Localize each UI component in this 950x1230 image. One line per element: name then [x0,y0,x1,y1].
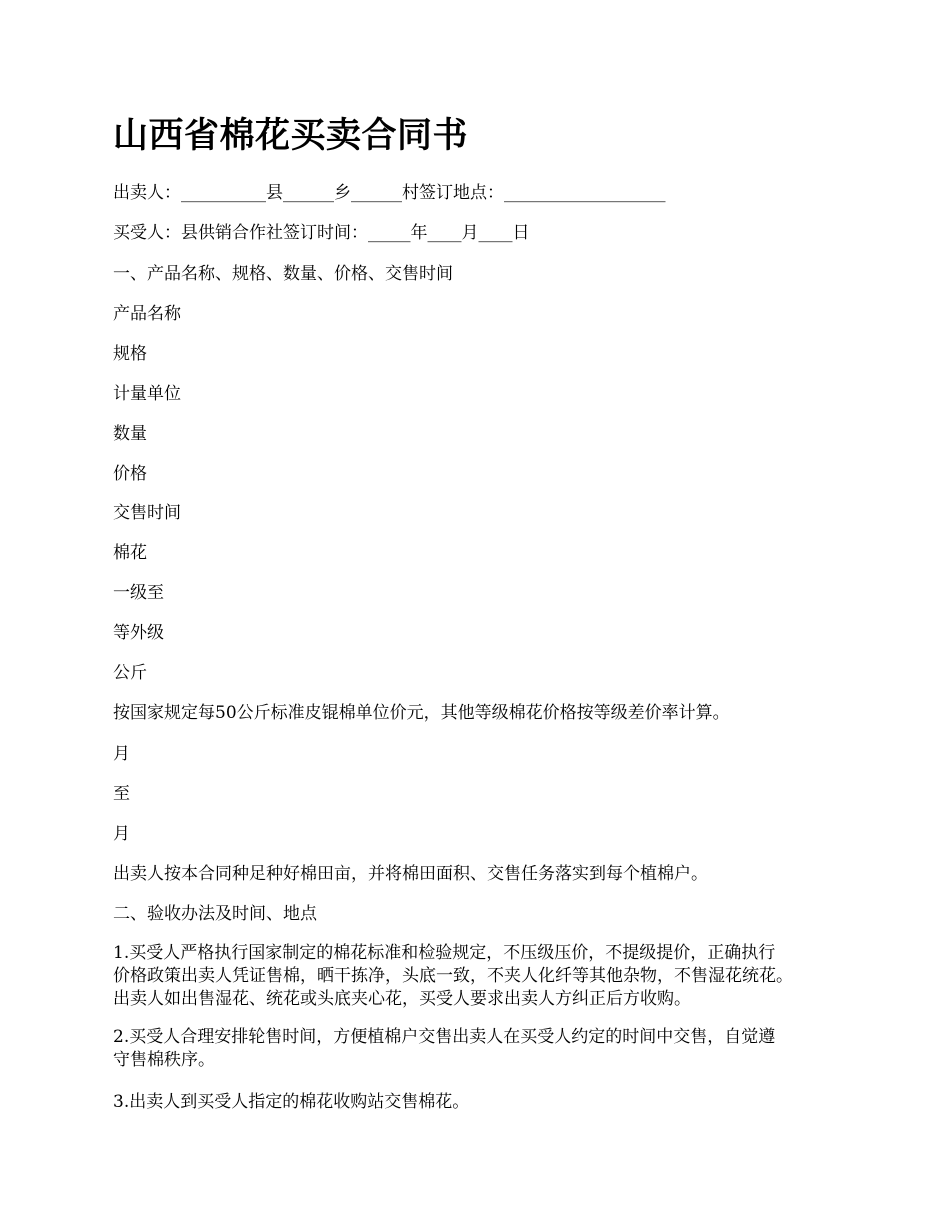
item-quantity: 数量 [113,424,147,444]
item-cotton: 棉花 [113,543,147,563]
item-month-start: 月 [113,744,130,764]
clause-1-line-1: 1.买受人严格执行国家制定的棉花标准和检验规定，不压级压价，不提级提价，正确执行 [113,943,776,963]
clause-2 [113,1026,858,1072]
item-spec: 规格 [113,344,147,364]
item-delivery-time: 交售时间 [113,503,181,523]
item-product-name: 产品名称 [113,304,181,324]
buyer-line: 买受人：县供销合作社签订时间：_____年____月____日 [113,223,530,243]
item-price-rule: 按国家规定每50公斤标准皮锟棉单位价元，其他等级棉花价格按等级差价率计算。 [113,703,730,723]
item-kg: 公斤 [113,663,147,683]
item-grade-from: 一级至 [113,583,164,603]
item-grade-to: 等外级 [113,623,164,643]
clause-1-line-3: 出卖人如出售湿花、统花或头底夹心花，买受人要求出卖人方纠正后方收购。 [113,989,691,1009]
item-price: 价格 [113,464,147,484]
clause-3: 3.出卖人到买受人指定的棉花收购站交售棉花。 [113,1092,470,1112]
clause-2-line-2: 守售棉秩序。 [113,1050,215,1070]
section2-heading: 二、验收办法及时间、地点 [113,904,317,924]
clause-1 [113,942,858,1011]
document-title: 山西省棉花买卖合同书 [113,115,469,156]
item-unit: 计量单位 [113,384,181,404]
seller-obligation: 出卖人按本合同种足种好棉田亩，并将棉田面积、交售任务落实到每个植棉户。 [113,864,708,884]
section1-heading: 一、产品名称、规格、数量、价格、交售时间 [113,264,453,284]
item-month-end: 月 [113,824,130,844]
seller-line: 出卖人：__________县______乡______村签订地点：___________________ [113,183,666,203]
clause-2-line-1: 2.买受人合理安排轮售时间，方便植棉户交售出卖人在买受人约定的时间中交售，自觉遵 [113,1027,776,1047]
item-to: 至 [113,784,130,804]
clause-1-line-2: 价格政策出卖人凭证售棉，晒干拣净，头底一致，不夹人化纤等其他杂物，不售湿花统花。 [113,966,793,986]
